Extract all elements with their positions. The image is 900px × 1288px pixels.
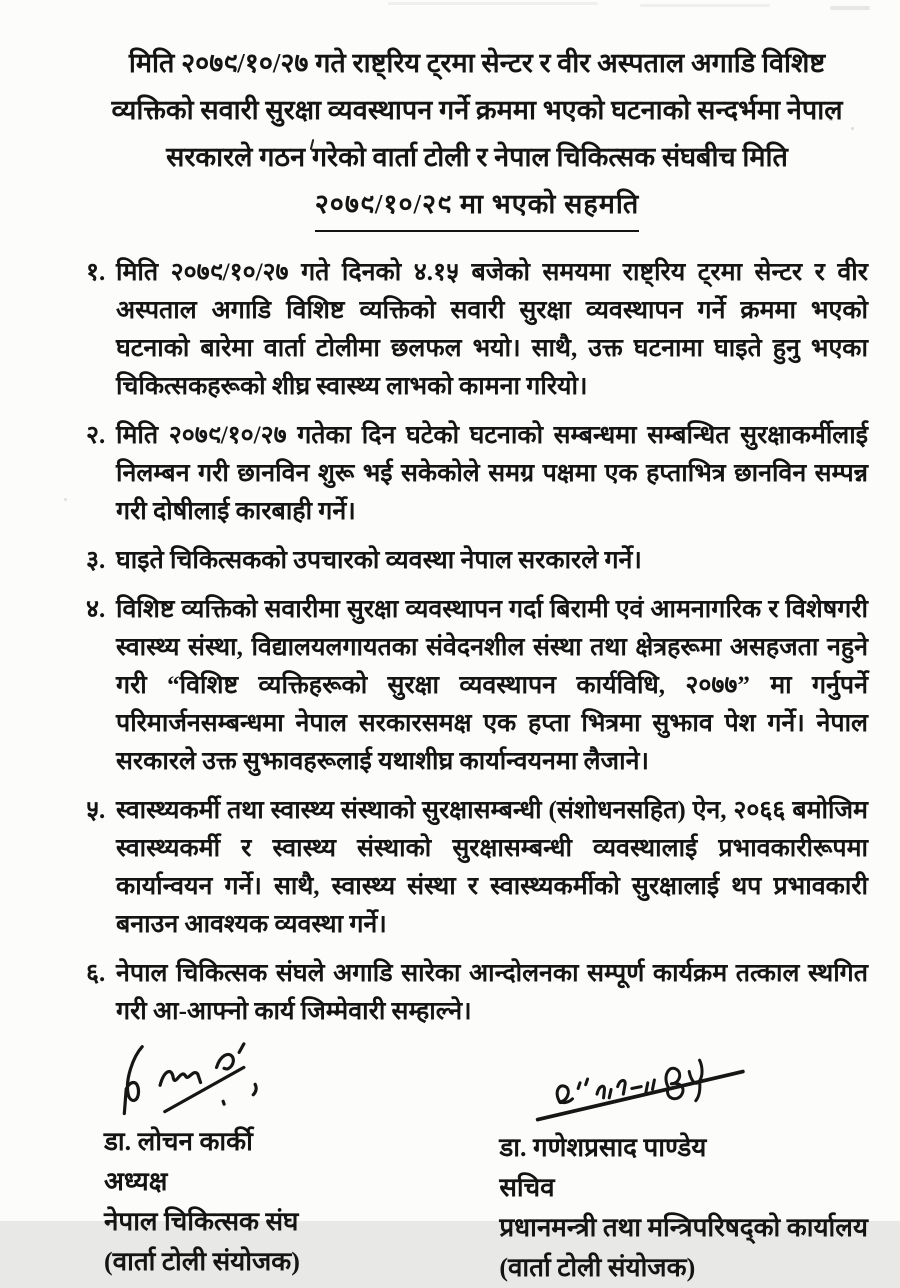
- signatory-right-block: [469, 1042, 868, 1288]
- signature-left: [106, 1042, 281, 1122]
- signatory-role: (वार्ता टोली संयोजक): [499, 1253, 696, 1282]
- signatory-left-block: [86, 1042, 469, 1282]
- title-line-2: व्यक्तिको सवारी सुरक्षा व्यवस्थापन गर्ने क्रममा भएको घटनाको सन्दर्भमा नेपाल: [111, 95, 843, 125]
- signatory-name: डा. गणेशप्रसाद पाण्डेय: [499, 1133, 707, 1162]
- item-text: मिति २०७९/१०/२७ गतेका दिन घटेको घटनाको सम्बन्धमा सम्बन्धित सुरक्षाकर्मीलाई निलम्बन गरी छानविन शुरू भई सकेकोले समग्र पक्षमा एक हप्ताभित्र छानविन सम्पन्न गरी दोषीलाई कारबाही गर्ने।: [116, 422, 868, 525]
- agreement-item-3: [86, 542, 868, 580]
- item-text: नेपाल चिकित्सक संघले अगाडि सारेका आन्दोलनका सम्पूर्ण कार्यक्रम तत्काल स्थगित गरी आ-आफ्नो कार्य जिम्मेवारी सम्हाल्ने।: [116, 960, 868, 1025]
- signatory-organization: नेपाल चिकित्सक संघ: [104, 1207, 299, 1236]
- signatory-organization: प्रधानमन्त्री तथा मन्त्रिपरिषद्‌को कार्यालय: [499, 1213, 868, 1242]
- item-text: घाइते चिकित्सकको उपचारको व्यवस्था नेपाल सरकारले गर्ने।: [116, 547, 642, 574]
- agreement-item-5: [86, 792, 868, 944]
- scan-smudge: [830, 6, 870, 10]
- title-line-3: सरकारले गठन गरेको वार्ता टोली र नेपाल चिकित्सक संघबीच मिति: [166, 142, 788, 172]
- signatory-position: सचिव: [499, 1173, 555, 1202]
- document-title: [86, 40, 868, 232]
- item-text: स्वास्थ्यकर्मी तथा स्वास्थ्य संस्थाको सुरक्षासम्बन्धी (संशोधनसहित) ऐन, २०६६ बमोजिम स्वास्थ्यकर्मी र स्वास्थ्य संस्थाको सुरक्षासम्बन्धी व्यवस्थालाई प्रभावकारीरूपमा कार्यान्वयन गर्ने। साथै, स्वास्थ्य संस्था र स्वास्थ्यकर्मीको सुरक्षालाई थप प्रभावकारी बनाउन आवश्यक व्यवस्था गर्ने।: [116, 797, 868, 938]
- scan-smudge: [388, 2, 598, 5]
- agreement-item-list: [86, 254, 868, 1031]
- title-line-1: मिति २०७९/१०/२७ गते राष्ट्रिय ट्रमा सेन्टर र वीर अस्पताल अगाडि विशिष्ट: [128, 48, 826, 78]
- item-number: ५.: [86, 797, 106, 824]
- item-number: ६.: [86, 960, 106, 987]
- item-text: विशिष्ट व्यक्तिको सवारीमा सुरक्षा व्यवस्थापन गर्दा बिरामी एवं आमनागरिक र विशेषगरी स्वास्थ्य संस्था, विद्यालयलगायतका संवेदनशील संस्था तथा क्षेत्रहरूमा असहजता नहुने गरी “विशिष्ट व्यक्तिहरूको सुरक्षा व्यवस्थापन कार्यविधि, २०७७” मा गर्नुपर्ने परिमार्जनसम्बन्धमा नेपाल सरकारसमक्ष एक हप्ता भित्रमा सुझाव पेश गर्ने। नेपाल सरकारले उक्त सुझावहरूलाई यथाशीघ्र कार्यान्वयनमा लैजाने।: [116, 596, 868, 775]
- signatory-role: (वार्ता टोली संयोजक): [104, 1247, 300, 1276]
- agreement-item-4: [86, 591, 868, 781]
- signatory-name: डा. लोचन कार्की: [104, 1127, 253, 1156]
- title-line-4: [104, 181, 850, 232]
- signature-right: [527, 1048, 762, 1128]
- item-number: ३.: [86, 547, 106, 574]
- signature-section: [86, 1042, 868, 1288]
- scan-speck: [64, 498, 67, 501]
- title-underlined-date: २०७९/१०/२९ मा भएको सहमति: [315, 181, 639, 232]
- signatory-position: अध्यक्ष: [104, 1167, 168, 1196]
- agreement-item-6: [86, 955, 868, 1031]
- item-number: २.: [86, 422, 106, 449]
- item-number: १.: [86, 259, 106, 286]
- item-text: मिति २०७९/१०/२७ गते दिनको ४.१५ बजेको समयमा राष्ट्रिय ट्रमा सेन्टर र वीर अस्पताल अगाडि विशिष्ट व्यक्तिको सवारी सुरक्षा व्यवस्थापन गर्ने क्रममा भएको घटनाको बारेमा वार्ता टोलीमा छलफल भयो। साथै, उक्त घटनामा घाइते हुनु भएका चिकित्सकहरूको शीघ्र स्वास्थ्य लाभको कामना गरियो।: [116, 259, 868, 400]
- scan-smudge: [640, 4, 770, 7]
- item-number: ४.: [86, 596, 106, 623]
- document-body: [86, 40, 868, 1288]
- agreement-item-2: [86, 417, 868, 531]
- agreement-item-1: [86, 254, 868, 406]
